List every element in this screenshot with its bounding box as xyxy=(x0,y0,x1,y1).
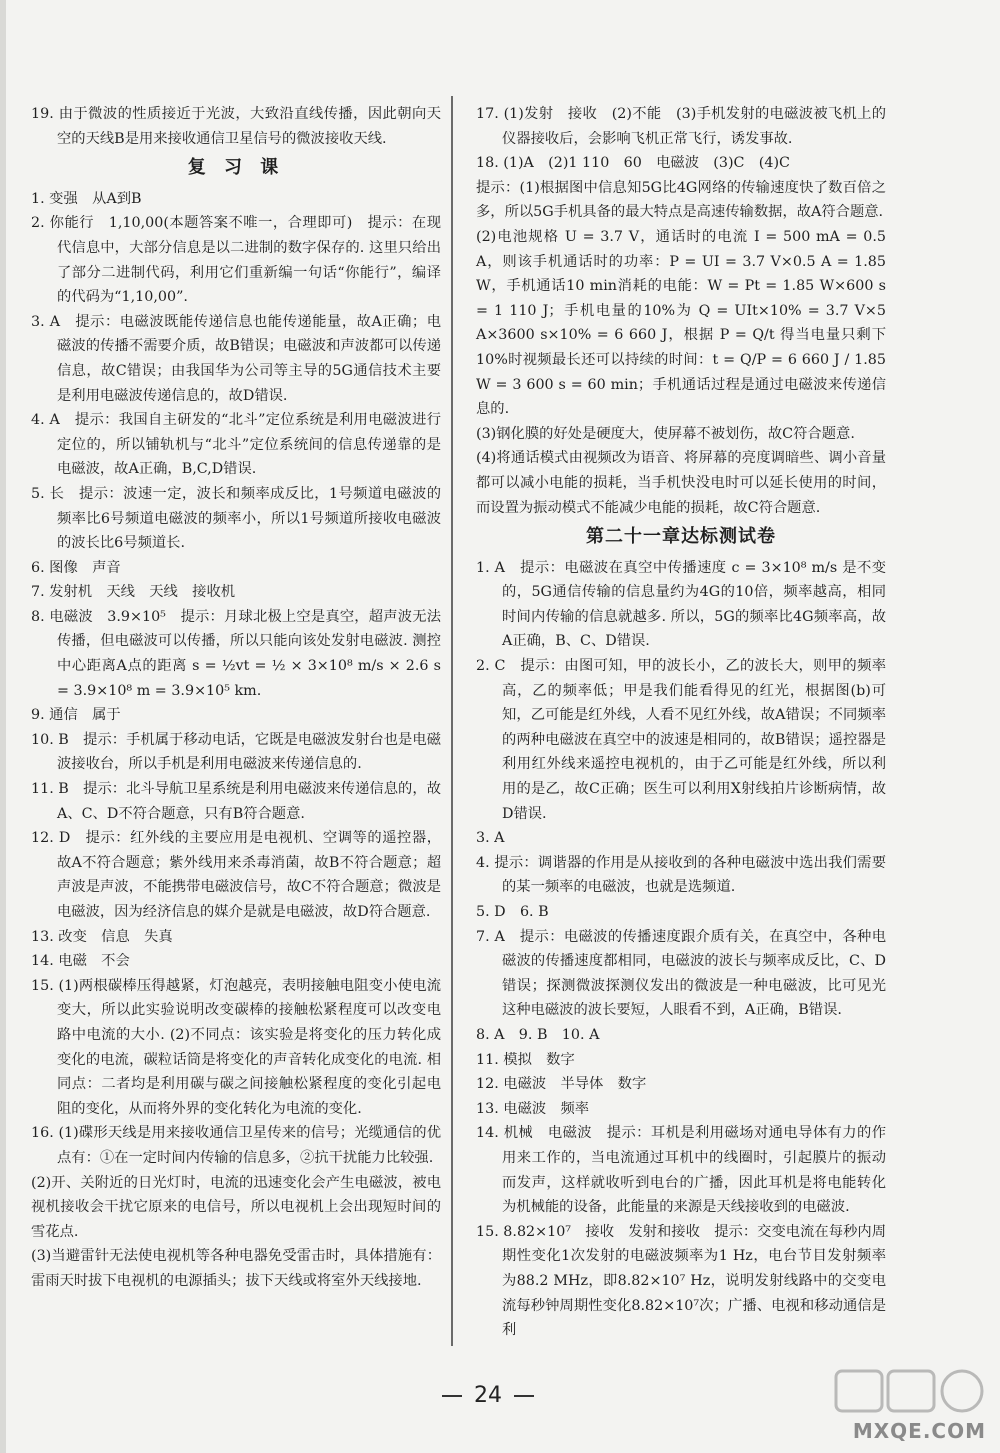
answer-item: 18. (1)A (2)1 110 60 电磁波 (3)C (4)C xyxy=(476,155,790,172)
answer-item: 9. 通信 属于 xyxy=(31,707,121,724)
right-column xyxy=(476,102,886,1343)
answer-subitem: (3)当避雷针无法使电视机等各种电器免受雷击时，具体措施有：雷雨天时拔下电视机的电源插头；拔下天线或将室外天线接地. xyxy=(31,1248,441,1289)
answer-item: 19. 由于微波的性质接近于光波，大致沿直线传播，因此朝向天空的天线B是用来接收通信卫星信号的微波接收天线. xyxy=(31,106,441,147)
answer-item: 1. 变强 从A到B xyxy=(31,190,142,207)
answer-item: 6. 图像 声音 xyxy=(31,559,121,576)
answer-item: 7. A 提示：电磁波的传播速度跟介质有关，在真空中，各种电磁波的传播速度都相同，电磁波的波长与频率成反比，C、D错误；探测微波探测仪发出的微波是一种电磁波，比可见光这种电磁波的波长要短，人眼看不到，A正确，B错误. xyxy=(476,928,886,1019)
answer-item: 3. A 提示：电磁波既能传递信息也能传递能量，故A正确；电磁波的传播不需要介质，故B错误；电磁波和声波都可以传递信息，故C错误；由我国华为公司等主导的5G通信技术主要是利用电磁波传递信息的，故D错误. xyxy=(31,313,441,404)
section-heading: 复 习 课 xyxy=(187,157,285,179)
answer-item: 2. 你能行 1,10,00(本题答案不唯一，合理即可) 提示：在现代信息中，大部分信息是以二进制的数字保存的. 这里只给出了部分二进制代码，利用它们重新编一句话“你能行”，编译的代码为“1,10,00”. xyxy=(31,215,441,306)
answer-item: 15. 8.82×10⁷ 接收 发射和接收 提示：交变电流在每秒内周期性变化1次发射的电磁波频率为1 Hz，电台节目发射频率为88.2 MHz，即8.82×10⁷ Hz，说明发射线路中的交变电流每秒钟周期性变化8.82×10⁷次；广播、电视和移动通信是利 xyxy=(476,1223,886,1339)
answer-item: 16. (1)碟形天线是用来接收通信卫星传来的信号；光缆通信的优点有：①在一定时间内传输的信息多，②抗干扰能力比较强. xyxy=(31,1125,441,1166)
section-heading: 第二十一章达标测试卷 xyxy=(586,526,776,548)
answer-item: 7. 发射机 天线 天线 接收机 xyxy=(31,584,236,601)
answer-item: 17. (1)发射 接收 (2)不能 (3)手机发射的电磁波被飞机上的仪器接收后，会影响飞机正常飞行，诱发事故. xyxy=(476,106,886,147)
answer-item: 10. B 提示：手机属于移动电话，它既是电磁波发射台也是电磁波接收台，所以手机是利用电磁波来传递信息的. xyxy=(31,731,441,773)
left-column xyxy=(31,102,441,1294)
watermark-text: MXQE.COM xyxy=(852,1419,986,1443)
answer-item: 1. A 提示：电磁波在真空中传播速度 c = 3×10⁸ m/s 是不变的，5G通信传输的信息量约为4G的10倍，频率越高，相同时间内传输的信息就越多. 所以，5G的频率比4G频率高，故A正确，B、C、D错误. xyxy=(476,559,886,650)
answer-item: 5. D 6. B xyxy=(476,904,549,920)
answer-subitem: (2)开、关附近的日光灯时，电流的迅速变化会产生电磁波，被电视机接收会干扰它原来的电信号，所以电视机上会出现短时间的雪花点. xyxy=(31,1174,441,1240)
answer-item: 4. 提示：调谐器的作用是从接收到的各种电磁波中选出我们需要的某一频率的电磁波，也就是选频道. xyxy=(476,854,886,896)
answer-item: 8. A 9. B 10. A xyxy=(476,1026,600,1043)
scan-edge xyxy=(0,0,6,1453)
answer-subitem: (4)将通话模式由视频改为语音、将屏幕的亮度调暗些、调小音量都可以减小电能的损耗，当手机快没电时可以延长使用的时间，而设置为振动模式不能减少电能的损耗，故C符合题意. xyxy=(476,450,886,516)
dash-right xyxy=(514,1395,534,1397)
answer-item: 14. 电磁 不会 xyxy=(31,953,130,970)
answer-item: 3. A xyxy=(476,830,505,847)
answer-item: 11. 模拟 数字 xyxy=(476,1051,575,1068)
dash-left xyxy=(442,1395,462,1397)
answer-subitem: (3)钢化膜的好处是硬度大，使屏幕不被划伤，故C符合题意. xyxy=(476,425,855,442)
answer-item: 13. 改变 信息 失真 xyxy=(31,928,173,945)
page-number-text: 24 xyxy=(474,1383,502,1408)
answer-item: 5. 长 提示：波速一定，波长和频率成反比，1号频道电磁波的频率比6号频道电磁波的频率小，所以1号频道所接收电磁波的波长比6号频道长. xyxy=(31,485,441,552)
answer-item: 4. A 提示：我国自主研发的“北斗”定位系统是利用电磁波进行定位的，所以铺轨机与“北斗”定位系统间的信息传递靠的是电磁波，故A正确，B,C,D错误. xyxy=(31,412,441,478)
answer-subitem: (2)电池规格 U = 3.7 V，通话时的电流 I = 500 mA = 0.5 A，则该手机通话时的功率：P = UI = 3.7 V×0.5 A = 1.85 W，手机通话10 min消耗的电能：W = Pt = 1.85 W×600 s = 1 110 J；手机电量的10%为 Q = UIt×10% = 3.7 V×5 A×3600 s×10% = 6 660 J，根据 P = Q/t 得当电量只剩下10%时视频最长还可以持续的时间：t = Q/P = 6 660 J / 1.85 W = 3 600 s = 60 min；手机通话过程是通过电磁波来传递信息的. xyxy=(476,228,886,418)
answer-item: 13. 电磁波 频率 xyxy=(476,1100,590,1117)
answer-item: 14. 机械 电磁波 提示：耳机是利用磁场对通电导体有力的作用来工作的，当电流通过耳机中的线圈时，引起膜片的振动而发声，这样就收听到电台的广播，因此耳机是将电能转化为机械能的设备，此能量的来源是天线接收到的电磁波. xyxy=(476,1125,886,1216)
answer-item: 15. (1)两根碳棒压得越紧，灯泡越亮，表明接触电阻变小使电流变大，所以此实验说明改变碳棒的接触松紧程度可以改变电路中电流的大小. (2)不同点：该实验是将变化的压力转化成变化的电流，碳粒话筒是将变化的声音转化成变化的电流. 相同点：二者均是利用碳与碳之间接触松紧程度的变化引起电阻的变化，从而将外界的变化转化为电流的变化. xyxy=(31,977,441,1117)
answer-subitem: 提示：(1)根据图中信息知5G比4G网络的传输速度快了数百倍之多，所以5G手机具备的最大特点是高速传输数据，故A符合题意. xyxy=(476,179,886,221)
answer-item: 12. D 提示：红外线的主要应用是电视机、空调等的遥控器，故A不符合题意；紫外线用来杀毒消菌，故B不符合题意；超声波是声波，不能携带电磁波信号，故C不符合题意；微波是电磁波，因为经济信息的媒介是就是电磁波，故D符合题意. xyxy=(31,830,441,920)
answer-item: 8. 电磁波 3.9×10⁵ 提示：月球北极上空是真空，超声波无法传播，但电磁波可以传播，所以只能向该处发射电磁波. 测控中心距离A点的距离 s = ½vt = ½ × 3×10⁸ m/s × 2.6 s = 3.9×10⁸ m = 3.9×10⁵ km. xyxy=(31,608,441,699)
answer-item: 2. C 提示：由图可知，甲的波长小，乙的波长大，则甲的频率高，乙的频率低；甲是我们能看得见的红光，根据图(b)可知，乙可能是红外线，人看不见红外线，故A错误；不同频率的两种电磁波在真空中的波速是相同的，故B错误；遥控器是利用红外线来遥控电视机的，由于乙可能是红外线，所以利用的是乙，故C正确；医生可以利用X射线拍片诊断病情，故D错误. xyxy=(476,658,886,822)
page-number xyxy=(430,1383,546,1408)
answer-item: 11. B 提示：北斗导航卫星系统是利用电磁波来传递信息的，故A、C、D不符合题意，只有B符合题意. xyxy=(31,781,441,822)
answer-item: 12. 电磁波 半导体 数字 xyxy=(476,1076,647,1093)
column-divider xyxy=(451,96,453,1346)
